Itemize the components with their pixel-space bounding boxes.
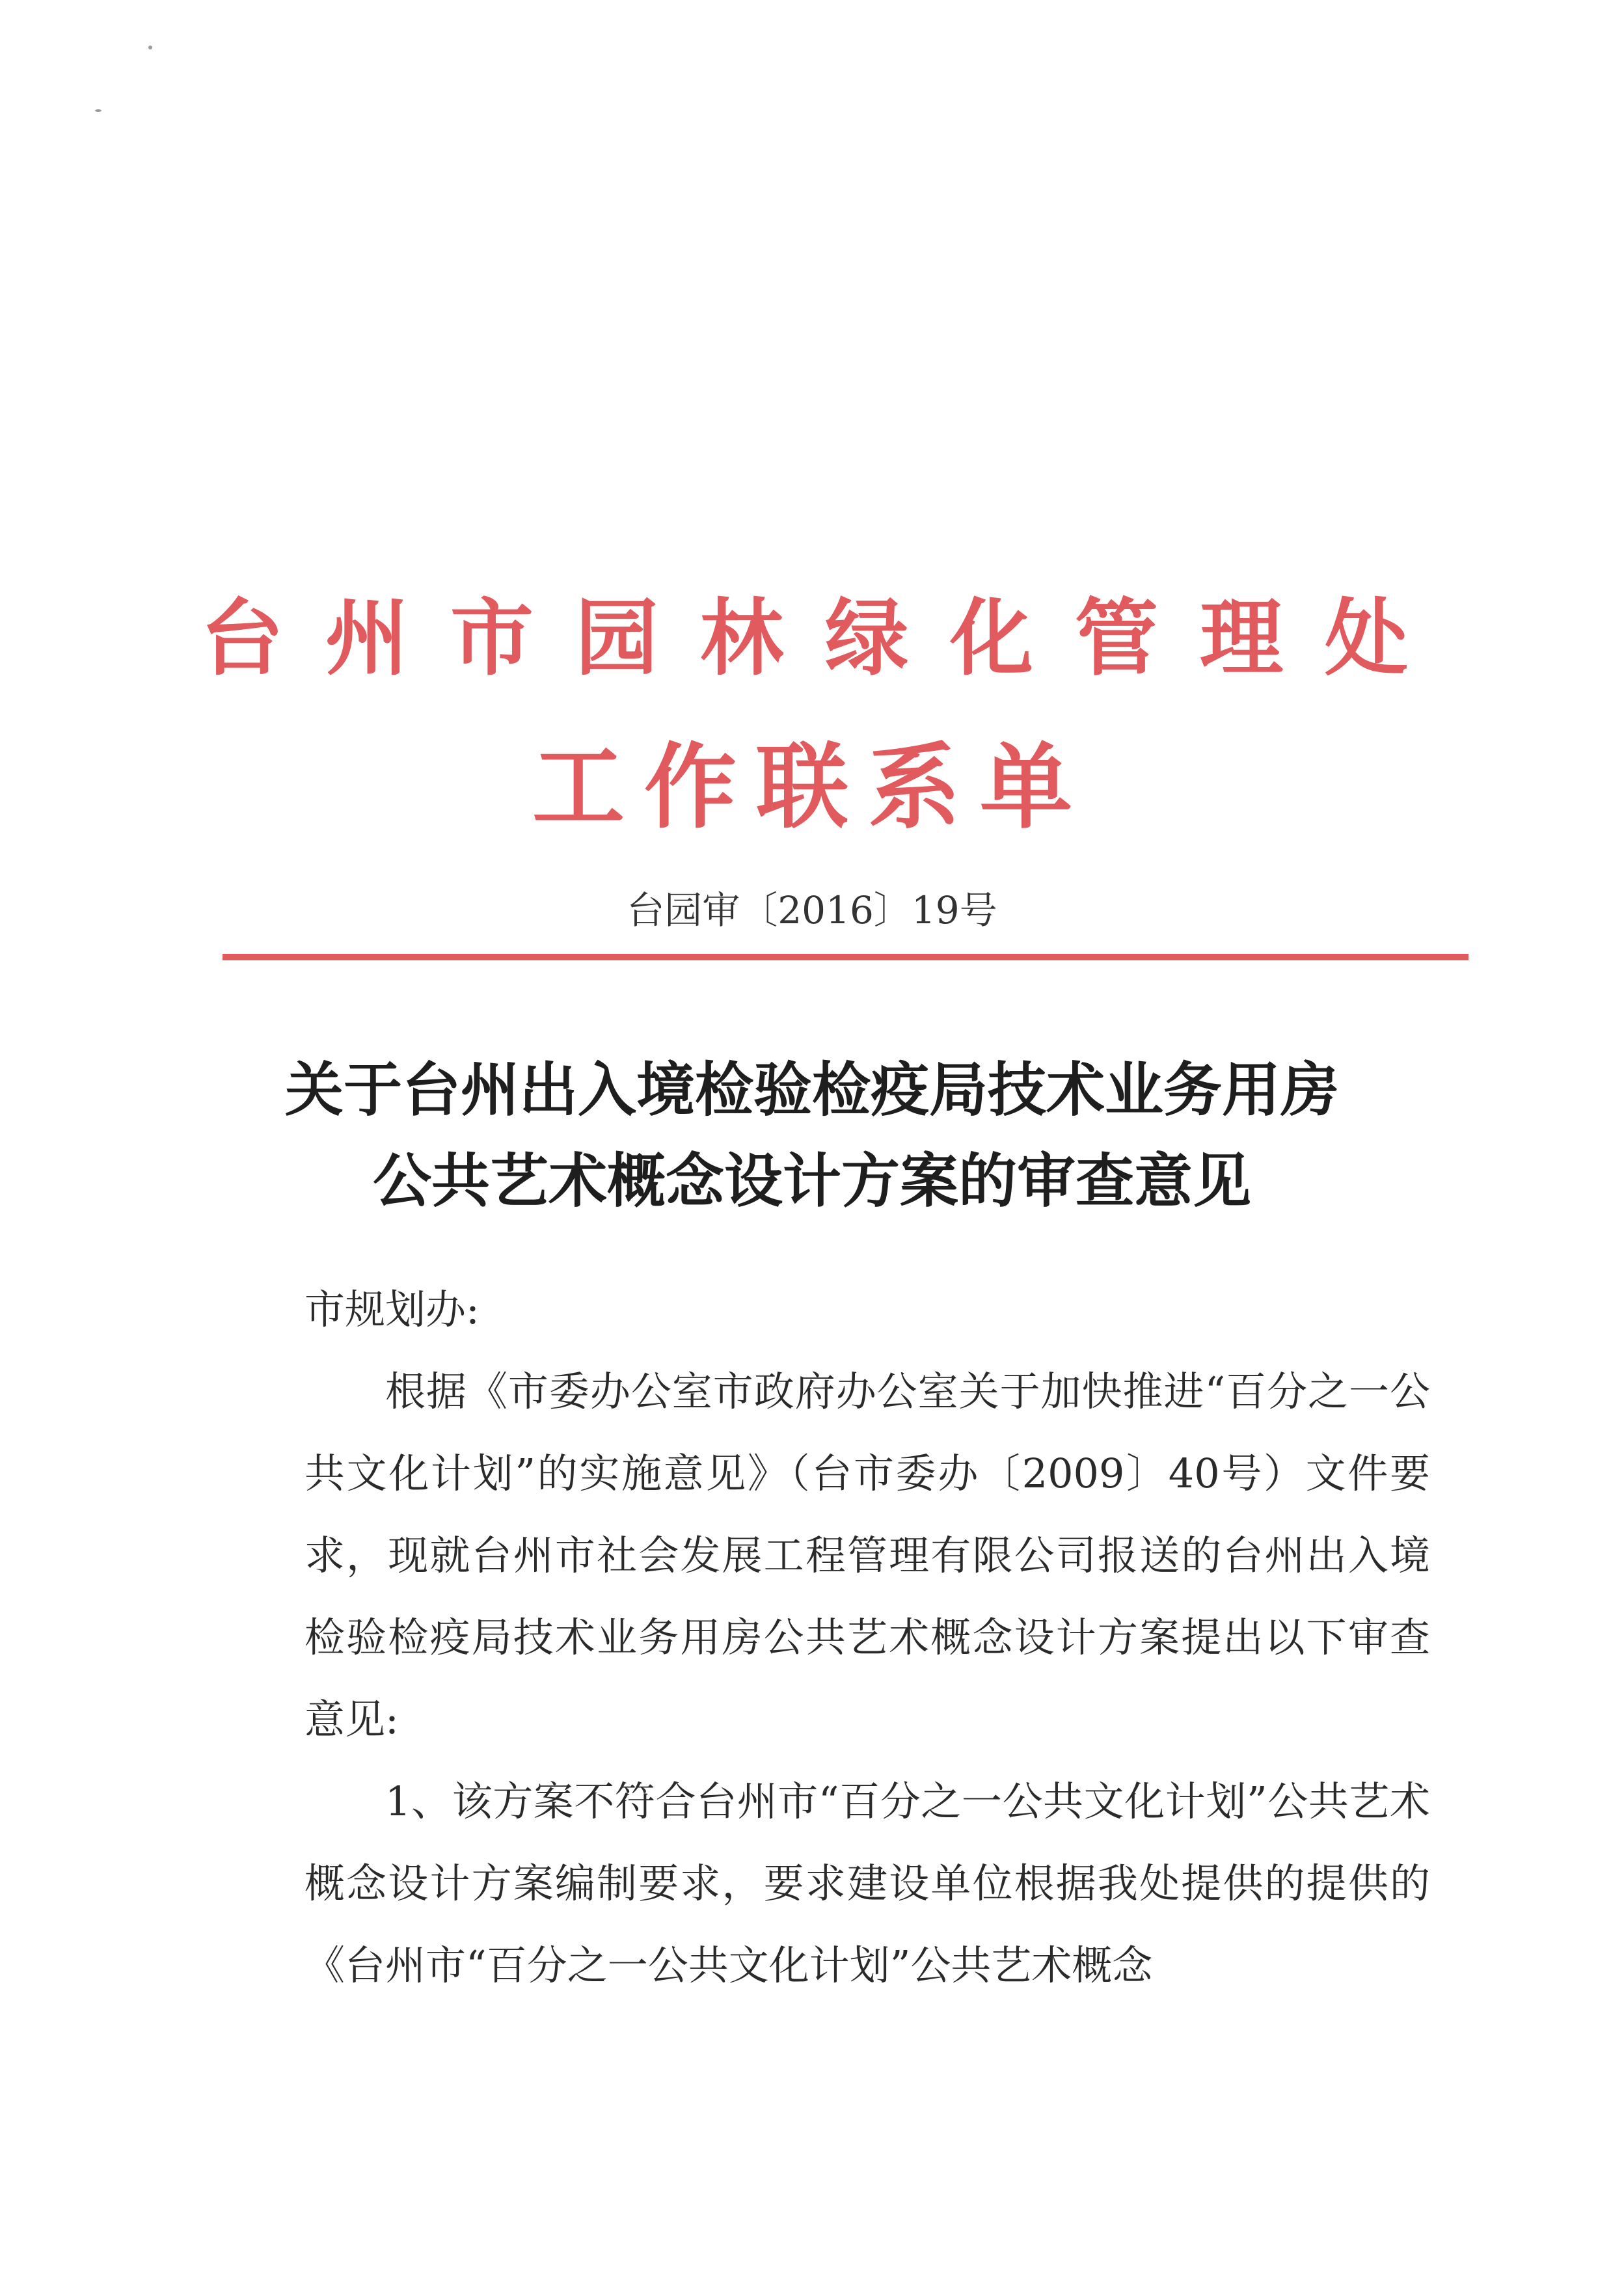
letterhead-org-name: 台州市园林绿化管理处 bbox=[200, 589, 1450, 687]
letterhead-doc-type: 工作联系单 bbox=[532, 733, 1092, 841]
scan-speck bbox=[148, 46, 152, 49]
salutation: 市规划办: bbox=[304, 1286, 480, 1333]
scan-speck bbox=[95, 109, 102, 112]
document-subject bbox=[0, 1044, 1624, 1226]
body-paragraph-2: 1、该方案不符合台州市“百分之一公共文化计划”公共艺术概念设计方案编制要求，要求建设单位根据我处提供的提供的《台州市“百分之一公共文化计划”公共艺术概念 bbox=[304, 1778, 1430, 1989]
document-number: 台园审〔2016〕19号 bbox=[627, 888, 997, 932]
document-body bbox=[304, 1269, 1430, 2007]
body-paragraph-1: 根据《市委办公室市政府办公室关于加快推进“百分之一公共文化计划”的实施意见》（台市委办〔2009〕40号）文件要求，现就台州市社会发展工程管理有限公司报送的台州出入境检验检疫局技术业务用房公共艺术概念设计方案提出以下审查意见: bbox=[304, 1368, 1430, 1743]
subject-line-1: 关于台州出入境检验检疫局技术业务用房 bbox=[285, 1055, 1339, 1124]
letterhead-red-divider bbox=[223, 954, 1468, 960]
subject-line-2: 公共艺术概念设计方案的审查意见 bbox=[373, 1146, 1251, 1215]
